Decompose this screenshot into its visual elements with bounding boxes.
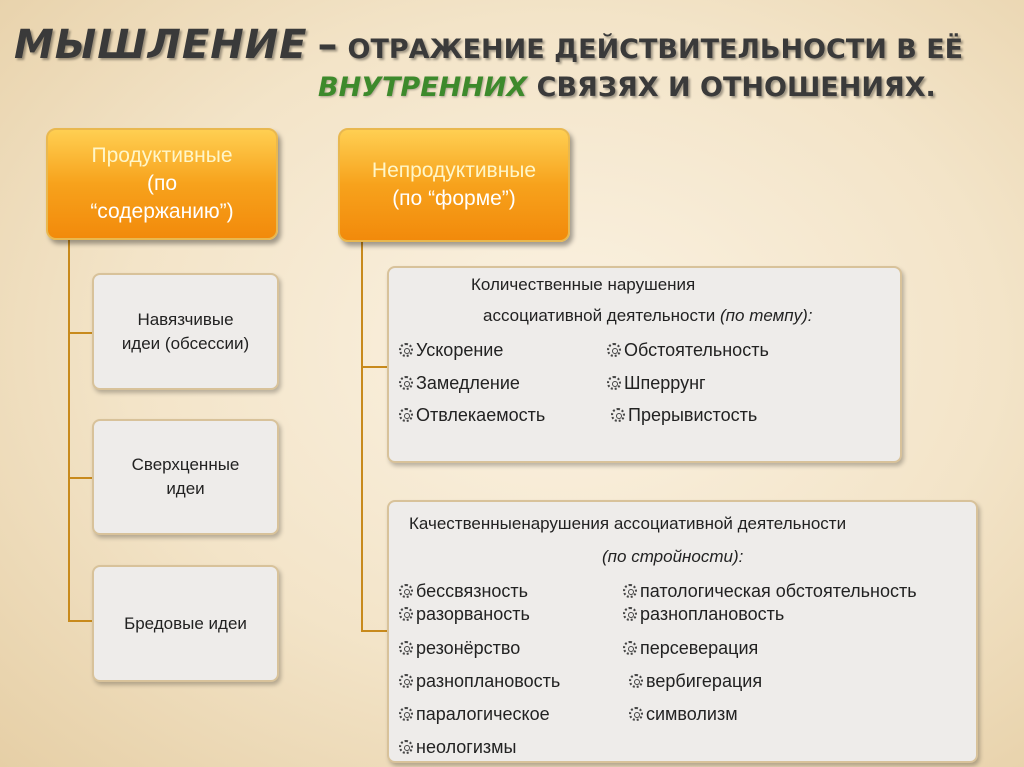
gear-bullet-icon: [623, 641, 637, 655]
title-rest-line-2: СВЯЗЯХ И ОТНОШЕНИЯХ.: [527, 72, 936, 103]
quant-left-item-3: Отвлекаемость: [399, 405, 545, 426]
gear-bullet-icon: [623, 607, 637, 621]
slide-title-line-1: [14, 22, 963, 68]
qual-right-item-5: символизм: [629, 704, 738, 725]
obsessions-box: [92, 273, 279, 390]
gear-bullet-icon: [611, 408, 625, 422]
unproductive-connector-vertical: [361, 242, 363, 630]
productive-line-3: “содержанию”): [90, 200, 234, 223]
delusional-ideas-box: [92, 565, 279, 682]
unproductive-category-box: [338, 128, 570, 242]
gear-bullet-icon: [607, 376, 621, 390]
gear-bullet-icon: [399, 376, 413, 390]
title-dash: –: [317, 22, 338, 68]
quant-right-item-1: Обстоятельность: [607, 340, 769, 361]
title-emphasis: ВНУТРЕННИХ: [318, 72, 528, 103]
overvalued-line-2: идеи: [166, 479, 205, 498]
title-rest-line-1: ОТРАЖЕНИЕ ДЕЙСТВИТЕЛЬНОСТИ В ЕЁ: [347, 34, 964, 65]
unproductive-connector-1: [361, 366, 389, 368]
obsessions-line-1: Навязчивые: [137, 309, 234, 329]
gear-bullet-icon: [399, 343, 413, 357]
gear-bullet-icon: [399, 674, 413, 688]
unproductive-connector-2: [361, 630, 389, 632]
obsessions-line-2: идеи (обсессии): [121, 333, 250, 353]
qual-left-item-1: бессвязность: [399, 581, 528, 602]
gear-bullet-icon: [399, 584, 413, 598]
quant-right-item-2: Шперрунг: [607, 373, 706, 394]
qualitative-disorders-panel: [387, 500, 978, 763]
unproductive-heading: Непродуктивные: [371, 159, 537, 182]
gear-bullet-icon: [623, 584, 637, 598]
quantitative-title-2: [483, 306, 813, 326]
qual-left-item-4: разноплановость: [399, 671, 560, 692]
gear-bullet-icon: [399, 607, 413, 621]
quantitative-title-2-main: ассоциативной деятельности: [483, 306, 716, 325]
quantitative-title-1: Количественные нарушения: [471, 275, 696, 294]
productive-heading: Продуктивные: [91, 144, 233, 167]
gear-bullet-icon: [607, 343, 621, 357]
delusional-line-1: Бредовые идеи: [124, 613, 247, 633]
title-main-word: МЫШЛЕНИЕ: [14, 22, 308, 68]
qual-right-item-2: разноплановость: [623, 604, 784, 625]
unproductive-line-2: (по “форме”): [392, 187, 516, 210]
gear-bullet-icon: [399, 408, 413, 422]
qualitative-title-1: Качественныенарушения ассоциативной деятельности: [409, 514, 847, 533]
gear-bullet-icon: [399, 740, 413, 754]
quant-left-item-1: Ускорение: [399, 340, 503, 361]
productive-connector-1: [68, 332, 94, 334]
productive-connector-vertical: [68, 240, 70, 620]
overvalued-ideas-box: [92, 419, 279, 535]
qual-left-item-2: разорваность: [399, 604, 530, 625]
gear-bullet-icon: [629, 707, 643, 721]
productive-connector-2: [68, 477, 94, 479]
qual-right-item-1: патологическая обстоятельность: [623, 581, 917, 602]
overvalued-line-1: Сверхценные: [131, 455, 240, 474]
qual-left-item-3: резонёрство: [399, 638, 520, 659]
slide-title-line-2: [318, 72, 936, 103]
productive-connector-3: [68, 620, 94, 622]
qual-right-item-3: персеверация: [623, 638, 758, 659]
quant-left-item-2: Замедление: [399, 373, 520, 394]
gear-bullet-icon: [399, 641, 413, 655]
productive-line-2: (по: [146, 172, 178, 195]
qual-left-item-5: паралогическое: [399, 704, 550, 725]
qual-left-item-6: неологизмы: [399, 737, 516, 758]
gear-bullet-icon: [629, 674, 643, 688]
productive-category-box: [46, 128, 278, 240]
quantitative-title-2-note: (по темпу):: [720, 306, 813, 325]
gear-bullet-icon: [399, 707, 413, 721]
quant-right-item-3: Прерывистость: [611, 405, 757, 426]
qualitative-title-2: (по стройности):: [602, 547, 744, 566]
quantitative-disorders-panel: [387, 266, 902, 463]
qual-right-item-4: вербигерация: [629, 671, 762, 692]
